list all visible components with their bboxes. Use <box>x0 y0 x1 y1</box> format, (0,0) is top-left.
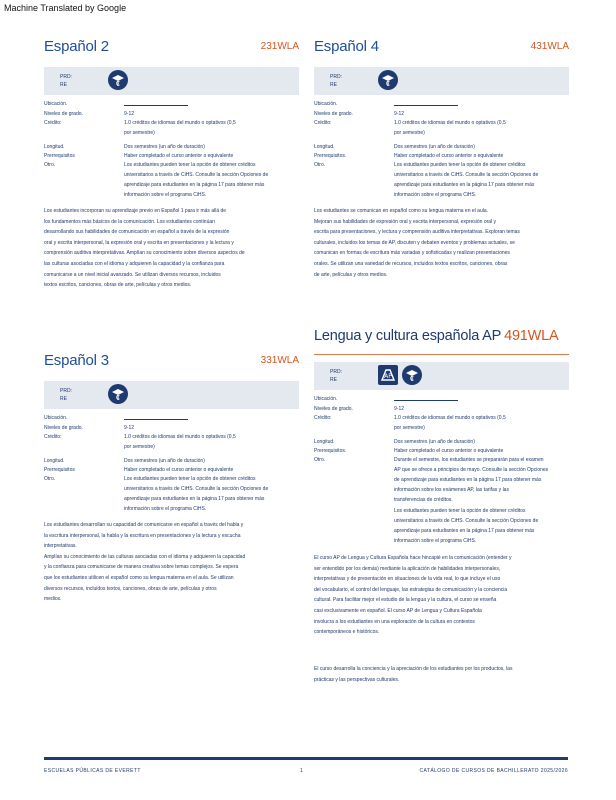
description-line: Amplían su conocimiento de las culturas asociadas con el idioma y adquieren la capacidad <box>44 553 246 560</box>
svg-text:C: C <box>115 80 121 88</box>
other-line: aprendizaje para estudiantes en la página 17 para obtener más <box>394 182 535 188</box>
college-credit-badge-icon <box>378 70 398 90</box>
course-description <box>314 556 569 635</box>
other-line: información sobre el programa CiHS. <box>394 192 477 198</box>
length-value: Dos semestres (un año de duración) <box>124 144 205 150</box>
credit-line: por semestre) <box>124 444 155 450</box>
location-label: Ubicación. <box>44 101 68 107</box>
description-line: las culturas asociadas con el idioma y adquieren la capacidad y la confianza para <box>44 260 225 267</box>
other-line: Durante el semestre, los estudiantes se prepararán para el examen <box>394 457 544 463</box>
location-label: Ubicación. <box>314 101 338 107</box>
location-label: Ubicación. <box>314 396 338 402</box>
course-description <box>314 209 569 278</box>
footer-rule <box>44 757 568 760</box>
description-line: Mejoran sus habilidades de expresión oral y escrita interpersonal, expresión oral y <box>314 218 497 225</box>
other-line: universitarios a través de CiHS. Consulte la sección Opciones de <box>394 518 539 524</box>
location-blank <box>124 102 188 106</box>
description-line: prácticas y las perspectivas culturales. <box>314 676 400 683</box>
course-tags-box <box>314 362 569 390</box>
description-line: los fundamentos más básicos de la comunicación. Los estudiantes continúan <box>44 218 215 225</box>
course-espanol-4 <box>314 38 569 283</box>
description-line: comunican en formas de escritura más variadas y sofisticadas y realizan presentaciones <box>314 250 510 257</box>
ap-badge-icon <box>378 365 398 385</box>
prereq-label: Prerrequisitos. <box>314 153 347 159</box>
prereq-value: Haber completado el curso anterior o equivalente <box>124 153 234 159</box>
other-line: universitarios a través de CiHS. Consulte la sección Opciones de <box>124 486 269 492</box>
course-code: 231WLA <box>260 41 299 52</box>
course-details <box>44 416 299 517</box>
course-ap-spanish <box>314 328 569 688</box>
svg-text:C: C <box>409 375 415 383</box>
description-line: Los estudiantes se comunican en español como su lengua materna en el aula. <box>314 208 489 214</box>
other-line: AP que se ofrece a principios de mayo. Consulte la sección Opciones <box>394 467 549 473</box>
other-line: aprendizaje para estudiantes en la página 17 para obtener más <box>124 496 265 502</box>
prereq-label: Prerrequisitos <box>44 467 75 473</box>
grades-value: 9-12 <box>394 406 405 412</box>
grades-value: 9-12 <box>124 111 135 117</box>
credit-line: por semestre) <box>394 425 425 431</box>
description-line: oral y escrita interpersonal, la expresión oral y escrita en presentaciones y la lectura y <box>44 239 234 246</box>
grades-label: Niveles de grado. <box>44 111 83 117</box>
other-label: Otro. <box>314 162 326 168</box>
other-line: Los estudiantes pueden tener la opción de obtener créditos <box>394 162 526 168</box>
credit-line: por semestre) <box>124 130 155 136</box>
description-line: culturales, incluidos los temas de AP, discuten y debaten eventos y problemas actuales, se <box>314 239 515 246</box>
other-line: información sobre los exámenes AP, las tarifas y las <box>394 487 509 493</box>
prereq-label: Prerrequisitos <box>44 153 75 159</box>
other-line: información sobre el programa CiHS. <box>394 538 477 544</box>
college-credit-badge-icon <box>402 365 422 385</box>
course-name: Español 4 <box>314 38 379 55</box>
svg-text:AP: AP <box>384 373 392 380</box>
other-label: Otro. <box>314 457 326 463</box>
college-credit-badge-icon <box>108 70 128 90</box>
machine-translated-banner: Machine Translated by Google <box>4 3 127 13</box>
description-line: y la confianza para comunicarse de manera creativa sobre temas complejos. Se espera <box>44 564 239 571</box>
location-blank <box>124 416 188 420</box>
footer-catalog: CATÁLOGO DE CURSOS DE BACHILLERATO 2025/2026 <box>419 768 568 774</box>
course-espanol-3 <box>44 352 299 608</box>
other-line: información sobre el programa CiHS. <box>124 192 207 198</box>
tag-prd: PRD: <box>60 74 72 80</box>
other-line: Los estudiantes pueden tener la opción de obtener créditos <box>124 162 256 168</box>
description-line: interpretativas y de presentación en situaciones de la vida real, lo que incluye el uso <box>314 576 501 583</box>
credit-line: 1.0 créditos de idiomas del mundo o optativos (0,5 <box>394 120 506 126</box>
course-title <box>314 328 569 350</box>
course-tags-box <box>44 67 299 95</box>
other-line: Los estudiantes pueden tener la opción de obtener créditos <box>124 476 256 482</box>
other-line: aprendizaje para estudiantes en la página 17 para obtener más <box>394 528 535 534</box>
course-description-2 <box>314 667 569 683</box>
description-line: que los estudiantes utilicen el español como su lengua materna en el aula. Se utilizan <box>44 574 234 581</box>
credit-line: 1.0 créditos de idiomas del mundo o optativos (0,5 <box>124 434 236 440</box>
course-name: Español 2 <box>44 38 109 55</box>
credit-label: Crédito: <box>44 434 62 440</box>
other-line: de aprendizaje para estudiantes en la página 17 para obtener más <box>394 477 542 483</box>
course-name: Español 3 <box>44 352 109 369</box>
description-line: El curso desarrolla la conciencia y la apreciación de los estudiantes por los productos, las <box>314 666 513 673</box>
course-title <box>314 38 569 60</box>
description-line: cultural. Para facilitar mejor el estudio de la lengua y la cultura, el curso se enseña <box>314 597 497 604</box>
grades-label: Niveles de grado. <box>44 425 83 431</box>
svg-text:C: C <box>115 394 121 402</box>
length-label: Longitud. <box>44 144 65 150</box>
credit-line: por semestre) <box>394 130 425 136</box>
credit-label: Crédito: <box>44 120 62 126</box>
tag-prd: PRD: <box>330 369 342 375</box>
description-line: la escritura interpersonal, la habla y la escritura en presentaciones y la lectura y escucha <box>44 532 241 539</box>
tag-re: RE <box>60 82 67 88</box>
description-line: ser entendido por los demás) mediante la aplicación de habilidades interpersonales, <box>314 565 501 572</box>
description-line: desarrollando sus habilidades de comunicación en español a través de la expresión <box>44 229 230 236</box>
description-line: escrita para presentaciones, y lectura y comprensión auditiva interpretativas. Exploran temas <box>314 229 520 236</box>
description-line: diversos recursos, incluidos textos, canciones, obras de arte, películas y otros <box>44 585 217 592</box>
course-description <box>44 523 299 602</box>
description-line: de arte, películas y otros medios. <box>314 271 388 278</box>
course-details <box>314 397 569 549</box>
course-tags-box <box>44 381 299 409</box>
description-line: medios. <box>44 596 62 603</box>
grades-value: 9-12 <box>394 111 405 117</box>
description-line: orales. Se utilizan una variedad de recursos, incluidos textos escritos, canciones, obras <box>314 260 508 267</box>
other-line: universitarios a través de CiHS. Consulte la sección Opciones de <box>124 172 269 178</box>
location-blank <box>394 397 458 401</box>
description-line: contemporáneos e históricos. <box>314 629 380 636</box>
tag-re: RE <box>330 377 337 383</box>
description-line: del vocabulario, el control del lenguaje, las estrategias de comunicación y la conciencia <box>314 586 508 593</box>
footer-page-number: 1 <box>300 768 304 774</box>
tag-prd: PRD: <box>60 388 72 394</box>
other-line: Los estudiantes pueden tener la opción de obtener créditos <box>394 508 526 514</box>
description-line: involucra a los estudiantes en una exploración de la cultura en contextos <box>314 618 475 625</box>
course-details <box>314 102 569 203</box>
course-code: 431WLA <box>530 41 569 52</box>
length-value: Dos semestres (un año de duración) <box>394 439 475 445</box>
prereq-value: Haber completado el curso anterior o equivalente <box>394 153 504 159</box>
credit-label: Crédito: <box>314 120 332 126</box>
course-espanol-2 <box>44 38 299 294</box>
title-rule <box>314 354 569 355</box>
description-line: Los estudiantes desarrollan su capacidad de comunicarse en español a través del habla y <box>44 522 244 528</box>
college-credit-badge-icon <box>108 384 128 404</box>
location-label: Ubicación. <box>44 415 68 421</box>
other-line: universitarios a través de CiHS. Consulte la sección Opciones de <box>394 172 539 178</box>
length-value: Dos semestres (un año de duración) <box>124 458 205 464</box>
length-value: Dos semestres (un año de duración) <box>394 144 475 150</box>
course-description <box>44 209 299 288</box>
course-title <box>44 38 299 60</box>
grades-label: Niveles de grado. <box>314 406 353 412</box>
prereq-label: Prerrequisitos. <box>314 448 347 454</box>
footer-school: ESCUELAS PÚBLICAS DE EVERETT <box>44 768 141 774</box>
course-code: 491WLA <box>504 328 559 344</box>
svg-text:C: C <box>385 80 391 88</box>
course-details <box>44 102 299 203</box>
course-code: 331WLA <box>260 355 299 366</box>
tag-prd: PRD: <box>330 74 342 80</box>
course-title <box>44 352 299 374</box>
description-line: comprensión auditiva interpretativas. Amplían su conocimiento sobre diversos aspectos de <box>44 250 245 257</box>
prereq-value: Haber completado el curso anterior o equivalente <box>394 448 504 454</box>
length-label: Longitud. <box>314 144 335 150</box>
description-line: casi exclusivamente en español. El curso AP de Lengua y Cultura Española <box>314 607 482 614</box>
description-line: interpretativas. <box>44 543 77 550</box>
other-line: información sobre el programa CiHS. <box>124 506 207 512</box>
description-line: comunicarse a un nivel inicial avanzado. Se utilizan diversos recursos, incluidos <box>44 271 221 278</box>
description-line: El curso AP de Lengua y Cultura Española hace hincapié en la comunicación (entender y <box>314 555 512 561</box>
credit-label: Crédito: <box>314 415 332 421</box>
tag-re: RE <box>60 396 67 402</box>
other-label: Otro. <box>44 476 56 482</box>
length-label: Longitud. <box>314 439 335 445</box>
course-name: Lengua y cultura española AP <box>314 328 502 344</box>
prereq-value: Haber completado el curso anterior o equivalente <box>124 467 234 473</box>
length-label: Longitud. <box>44 458 65 464</box>
credit-line: 1.0 créditos de idiomas del mundo o optativos (0,5 <box>394 415 506 421</box>
other-line: aprendizaje para estudiantes en la página 17 para obtener más <box>124 182 265 188</box>
tag-re: RE <box>330 82 337 88</box>
other-line: transferencias de créditos. <box>394 497 453 503</box>
grades-value: 9-12 <box>124 425 135 431</box>
location-blank <box>394 102 458 106</box>
grades-label: Niveles de grado. <box>314 111 353 117</box>
credit-line: 1.0 créditos de idiomas del mundo o optativos (0,5 <box>124 120 236 126</box>
description-line: Los estudiantes incorporan su aprendizaje previo en Español 1 para ir más allá de <box>44 208 227 214</box>
course-tags-box <box>314 67 569 95</box>
other-label: Otro. <box>44 162 56 168</box>
description-line: textos escritos, canciones, obras de arte, películas y otros medios. <box>44 282 192 289</box>
